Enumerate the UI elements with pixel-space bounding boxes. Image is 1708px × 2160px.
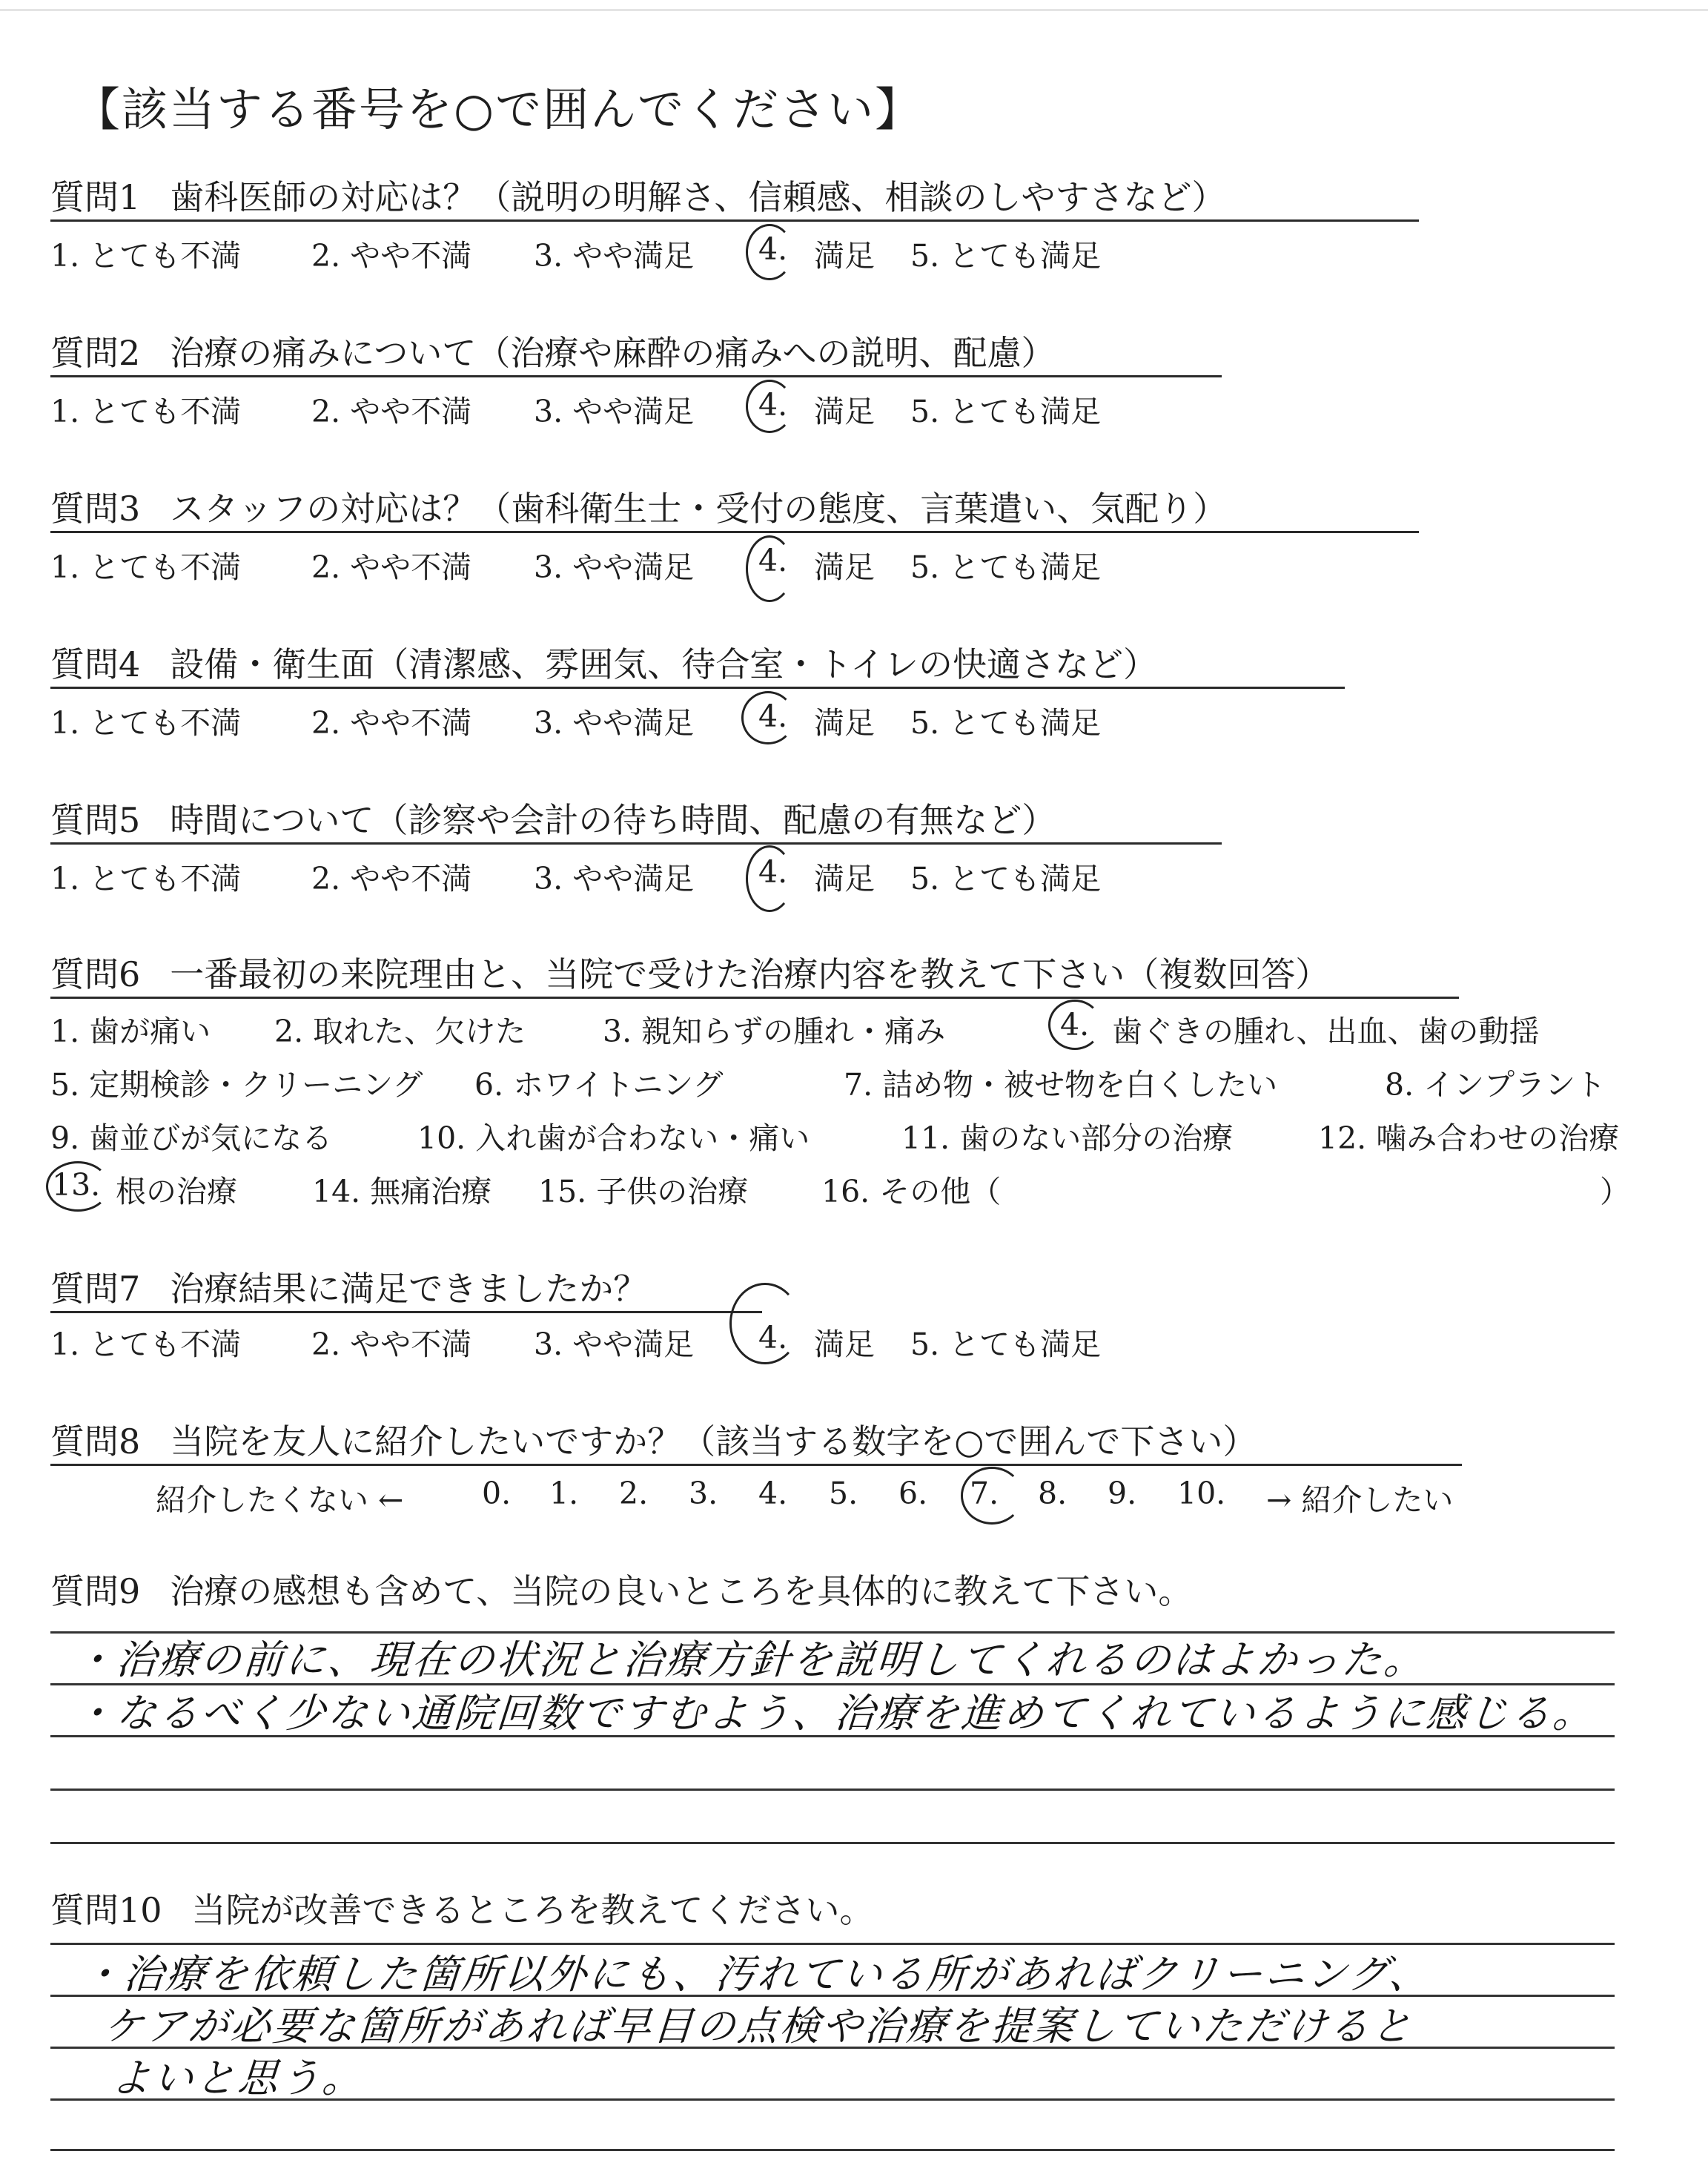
question-3 (50, 482, 1419, 533)
question-1 (50, 171, 1419, 222)
question-5-text: 時間について（診察や会計の待ち時間、配慮の有無など） (170, 800, 1056, 840)
q10-answer-line-2: ケアが必要な箇所があれば早目の点検や治療を提案していただけると (102, 2003, 1415, 2050)
scale-3[interactable]: 3. (689, 1476, 718, 1511)
question-5 (50, 793, 1222, 845)
page-heading: 【該当する番号を○で囲んでください】 (74, 82, 923, 136)
scale-1[interactable]: 1. (549, 1476, 579, 1511)
question-6 (50, 948, 1459, 999)
question-3-text: スタッフの対応は？（歯科衛生士・受付の態度、言葉遣い、気配り） (170, 489, 1228, 529)
question-3-options (50, 543, 1237, 585)
option-3[interactable]: 3. やや満足 (534, 861, 695, 896)
answer-circle-q6-13 (46, 1161, 110, 1212)
option-4-number[interactable]: 4. (758, 543, 788, 578)
option-1[interactable]: 1. とても不満 (50, 1327, 242, 1362)
q6-option-6[interactable]: 6. ホワイトニング (474, 1067, 724, 1103)
answer-rule (50, 1842, 1615, 1844)
question-4-options (50, 698, 1237, 741)
question-5-label: 質問5 (50, 800, 141, 840)
question-2-text: 治療の痛みについて（治療や麻酔の痛みへの説明、配慮） (170, 333, 1056, 373)
q6-option-14[interactable]: 14. 無痛治療 (312, 1174, 492, 1209)
question-2-options (50, 387, 1237, 429)
question-8-label: 質問8 (50, 1421, 141, 1462)
question-1-label: 質問1 (50, 177, 141, 217)
q10-answer-line-1: ・治療を依頼した箇所以外にも、汚れている所があればクリーニング、 (79, 1951, 1433, 1998)
question-8-scale (50, 1476, 1533, 1518)
q6-option-12[interactable]: 12. 噛み合わせの治療 (1318, 1120, 1620, 1156)
scale-0[interactable]: 0. (482, 1476, 512, 1511)
scale-left-label: 紹介したくない ← (156, 1482, 404, 1518)
option-1[interactable]: 1. とても不満 (50, 861, 242, 896)
answer-circle-q3 (746, 535, 793, 602)
option-3[interactable]: 3. やや満足 (534, 238, 695, 274)
question-10-text: 当院が改善できるところを教えてください。 (191, 1890, 874, 1930)
option-4-label[interactable]: 満足 (814, 861, 875, 896)
question-7-text: 治療結果に満足できましたか？ (170, 1269, 648, 1309)
question-7-options (50, 1320, 1237, 1362)
option-2[interactable]: 2. やや不満 (311, 238, 472, 274)
q6-option-10[interactable]: 10. 入れ歯が合わない・痛い (417, 1120, 810, 1156)
question-6-row-2 (50, 1060, 1666, 1103)
q10-answer-line-3: よいと思う。 (109, 2055, 366, 2101)
answer-circle-q4 (741, 691, 795, 744)
question-2 (50, 326, 1222, 377)
q6-option-4-label[interactable]: 歯ぐきの腫れ、出血、歯の動揺 (1112, 1014, 1540, 1049)
option-4-number[interactable]: 4. (758, 387, 788, 423)
question-6-row-1 (50, 1007, 1666, 1049)
question-7-label: 質問7 (50, 1269, 141, 1309)
question-4-text: 設備・衛生面（清潔感、雰囲気、待合室・トイレの快適さなど） (170, 644, 1157, 684)
option-1[interactable]: 1. とても不満 (50, 549, 242, 585)
q6-option-5[interactable]: 5. 定期検診・クリーニング (50, 1067, 423, 1103)
option-2[interactable]: 2. やや不満 (311, 861, 472, 896)
option-3[interactable]: 3. やや満足 (534, 394, 695, 429)
question-4-label: 質問4 (50, 644, 141, 684)
question-6-row-3 (50, 1114, 1666, 1156)
q6-option-8[interactable]: 8. インプラント (1385, 1067, 1606, 1103)
scale-8[interactable]: 8. (1038, 1476, 1068, 1511)
answer-circle-q7 (729, 1283, 801, 1364)
option-2[interactable]: 2. やや不満 (311, 549, 472, 585)
option-4-label[interactable]: 満足 (814, 1327, 875, 1362)
option-5[interactable]: 5. とても満足 (910, 1327, 1102, 1362)
scale-6[interactable]: 6. (898, 1476, 928, 1511)
scale-right-label: → 紹介したい (1266, 1482, 1454, 1518)
option-3[interactable]: 3. やや満足 (534, 549, 695, 585)
option-4-number[interactable]: 4. (758, 1320, 788, 1355)
q6-option-1[interactable]: 1. 歯が痛い (50, 1014, 211, 1049)
question-1-text: 歯科医師の対応は？（説明の明解さ、信頼感、相談のしやすさなど） (170, 177, 1226, 217)
scale-9[interactable]: 9. (1108, 1476, 1137, 1511)
scale-5[interactable]: 5. (829, 1476, 858, 1511)
scale-2[interactable]: 2. (619, 1476, 649, 1511)
scale-4[interactable]: 4. (758, 1476, 788, 1511)
question-6-row-4 (50, 1167, 1666, 1209)
question-9-label: 質問9 (50, 1571, 141, 1611)
q6-option-16-close: ） (1600, 1174, 1630, 1209)
question-8-text: 当院を友人に紹介したいですか？（該当する数字を○で囲んで下さい） (170, 1421, 1257, 1462)
option-4-number[interactable]: 4. (758, 698, 788, 734)
q6-option-16[interactable]: 16. その他（ (821, 1174, 1002, 1209)
option-1[interactable]: 1. とても不満 (50, 238, 242, 274)
option-1[interactable]: 1. とても不満 (50, 705, 242, 741)
q6-option-11[interactable]: 11. 歯のない部分の治療 (901, 1120, 1234, 1156)
answer-circle-q6-4 (1048, 1000, 1102, 1050)
answer-rule (50, 2149, 1615, 2151)
answer-rule (50, 1789, 1615, 1791)
question-1-options (50, 231, 1237, 274)
q9-answer-line-1: ・治療の前に、現在の状況と治療方針を説明してくれるのはよかった。 (72, 1636, 1428, 1683)
question-3-label: 質問3 (50, 489, 141, 529)
answer-circle-q2 (746, 380, 793, 433)
question-10 (50, 1883, 874, 1932)
option-4-label[interactable]: 満足 (814, 394, 875, 429)
option-5[interactable]: 5. とても満足 (910, 861, 1102, 896)
option-4-number[interactable]: 4. (758, 231, 788, 267)
option-1[interactable]: 1. とても不満 (50, 394, 242, 429)
question-8 (50, 1415, 1462, 1466)
question-9 (50, 1565, 1192, 1614)
q6-option-7[interactable]: 7. 詰め物・被せ物を白くしたい (844, 1067, 1278, 1103)
answer-circle-q8 (961, 1467, 1023, 1525)
scan-top-edge (0, 0, 1708, 11)
scale-10[interactable]: 10. (1177, 1476, 1226, 1511)
option-5[interactable]: 5. とても満足 (910, 394, 1102, 429)
q6-option-4-number[interactable]: 4. (1060, 1007, 1090, 1043)
option-4-label[interactable]: 満足 (814, 238, 875, 274)
question-6-label: 質問6 (50, 954, 141, 994)
q6-option-13-label[interactable]: 根の治療 (116, 1174, 237, 1209)
answer-circle-q5 (746, 845, 793, 912)
q6-option-2[interactable]: 2. 取れた、欠けた (274, 1014, 526, 1049)
q6-option-3[interactable]: 3. 親知らずの腫れ・痛み (603, 1014, 946, 1049)
option-4-label[interactable]: 満足 (814, 705, 875, 741)
question-9-text: 治療の感想も含めて、当院の良いところを具体的に教えて下さい。 (170, 1571, 1193, 1611)
question-2-label: 質問2 (50, 333, 141, 373)
option-4-label[interactable]: 満足 (814, 549, 875, 585)
question-4 (50, 638, 1345, 689)
question-6-text: 一番最初の来院理由と、当院で受けた治療内容を教えて下さい（複数回答） (170, 954, 1330, 994)
option-5[interactable]: 5. とても満足 (910, 705, 1102, 741)
question-10-label: 質問10 (50, 1890, 162, 1930)
option-2[interactable]: 2. やや不満 (311, 1327, 472, 1362)
q9-answer-line-2: ・なるべく少ない通院回数ですむよう、治療を進めてくれているように感じる。 (72, 1690, 1597, 1737)
option-2[interactable]: 2. やや不満 (311, 394, 472, 429)
option-3[interactable]: 3. やや満足 (534, 1327, 695, 1362)
option-5[interactable]: 5. とても満足 (910, 549, 1102, 585)
question-7 (50, 1262, 762, 1313)
option-4-number[interactable]: 4. (758, 854, 788, 890)
scale-7[interactable]: 7. (970, 1476, 999, 1511)
option-5[interactable]: 5. とても満足 (910, 238, 1102, 274)
option-3[interactable]: 3. やや満足 (534, 705, 695, 741)
option-2[interactable]: 2. やや不満 (311, 705, 472, 741)
question-5-options (50, 854, 1237, 896)
q6-option-9[interactable]: 9. 歯並びが気になる (50, 1120, 333, 1156)
q6-option-13-number[interactable]: 13. (52, 1167, 101, 1203)
answer-circle-q1 (746, 224, 793, 280)
q6-option-15[interactable]: 15. 子供の治療 (538, 1174, 749, 1209)
